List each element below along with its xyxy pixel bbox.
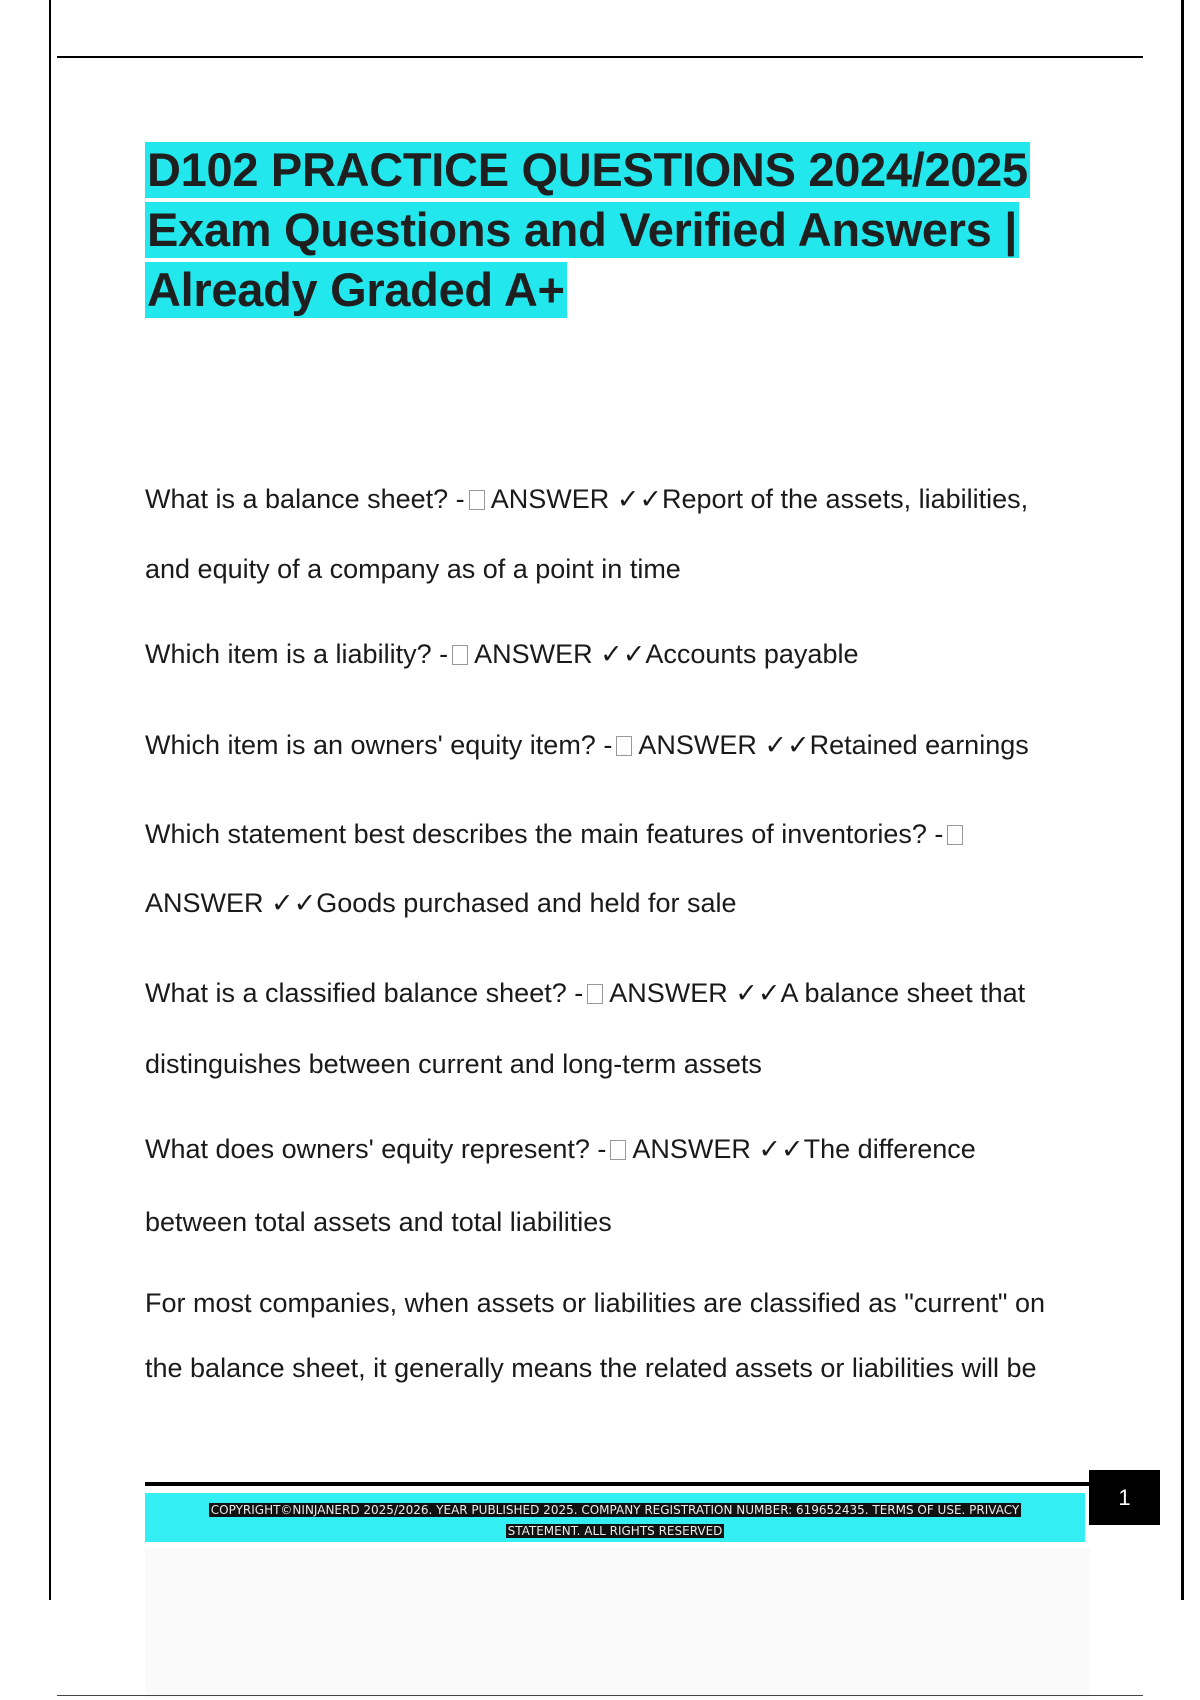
copyright-footer <box>145 1500 1085 1542</box>
left-page-border <box>49 0 51 1600</box>
question-text: What is a balance sheet? - <box>145 484 465 514</box>
question-text: What is a classified balance sheet? - <box>145 978 584 1008</box>
qa-line <box>145 484 1028 515</box>
answer-text: ANSWER ✓✓Retained earnings <box>638 730 1029 760</box>
qa-line: distinguishes between current and long-term assets <box>145 1049 762 1079</box>
page-number: 1 <box>1089 1470 1160 1525</box>
checkbox-glyph-icon <box>616 736 632 756</box>
question-text: What does owners' equity represent? - <box>145 1134 607 1164</box>
qa-line <box>145 978 1025 1009</box>
qa-line: ANSWER ✓✓Goods purchased and held for sale <box>145 888 737 918</box>
checkbox-glyph-icon <box>947 825 963 845</box>
qa-line <box>145 639 858 670</box>
qa-line <box>145 819 969 850</box>
qa-line: between total assets and total liabilities <box>145 1207 612 1237</box>
question-text: Which item is a liability? - <box>145 639 449 669</box>
copyright-line-1: COPYRIGHT©NINJANERD 2025/2026. YEAR PUBLISHED 2025. COMPANY REGISTRATION NUMBER: 619652435. TERMS OF USE. PRIVACY <box>210 1503 1020 1517</box>
right-page-border <box>1181 0 1184 1600</box>
checkbox-glyph-icon <box>610 1140 626 1160</box>
answer-text: ANSWER ✓✓Accounts payable <box>474 639 859 669</box>
qa-line <box>145 1134 976 1165</box>
qa-line: and equity of a company as of a point in time <box>145 554 681 584</box>
checkbox-glyph-icon <box>587 984 603 1004</box>
title-line-2: Exam Questions and Verified Answers | <box>147 203 1018 256</box>
checkbox-glyph-icon <box>469 490 485 510</box>
top-rule <box>57 56 1143 58</box>
answer-text: ANSWER ✓✓Report of the assets, liabilities, <box>490 484 1029 514</box>
checkbox-glyph-icon <box>452 645 468 665</box>
question-text: Which item is an owners' equity item? - <box>145 730 613 760</box>
page-bottom-area <box>145 1548 1090 1698</box>
bottom-rule <box>57 1695 1143 1696</box>
title-line-3: Already Graded A+ <box>147 263 565 316</box>
footer-rule <box>145 1482 1090 1486</box>
title-line-1: D102 PRACTICE QUESTIONS 2024/2025 <box>147 143 1028 196</box>
answer-text: ANSWER ✓✓A balance sheet that <box>609 978 1026 1008</box>
qa-line: For most companies, when assets or liabilities are classified as "current" on <box>145 1288 1046 1318</box>
qa-line: the balance sheet, it generally means the related assets or liabilities will be <box>145 1353 1037 1383</box>
answer-text: ANSWER ✓✓The difference <box>632 1134 976 1164</box>
copyright-line-2: STATEMENT. ALL RIGHTS RESERVED <box>507 1524 723 1538</box>
qa-line <box>145 730 1029 761</box>
document-title <box>145 142 1105 322</box>
question-text: Which statement best describes the main features of inventories? - <box>145 819 944 849</box>
